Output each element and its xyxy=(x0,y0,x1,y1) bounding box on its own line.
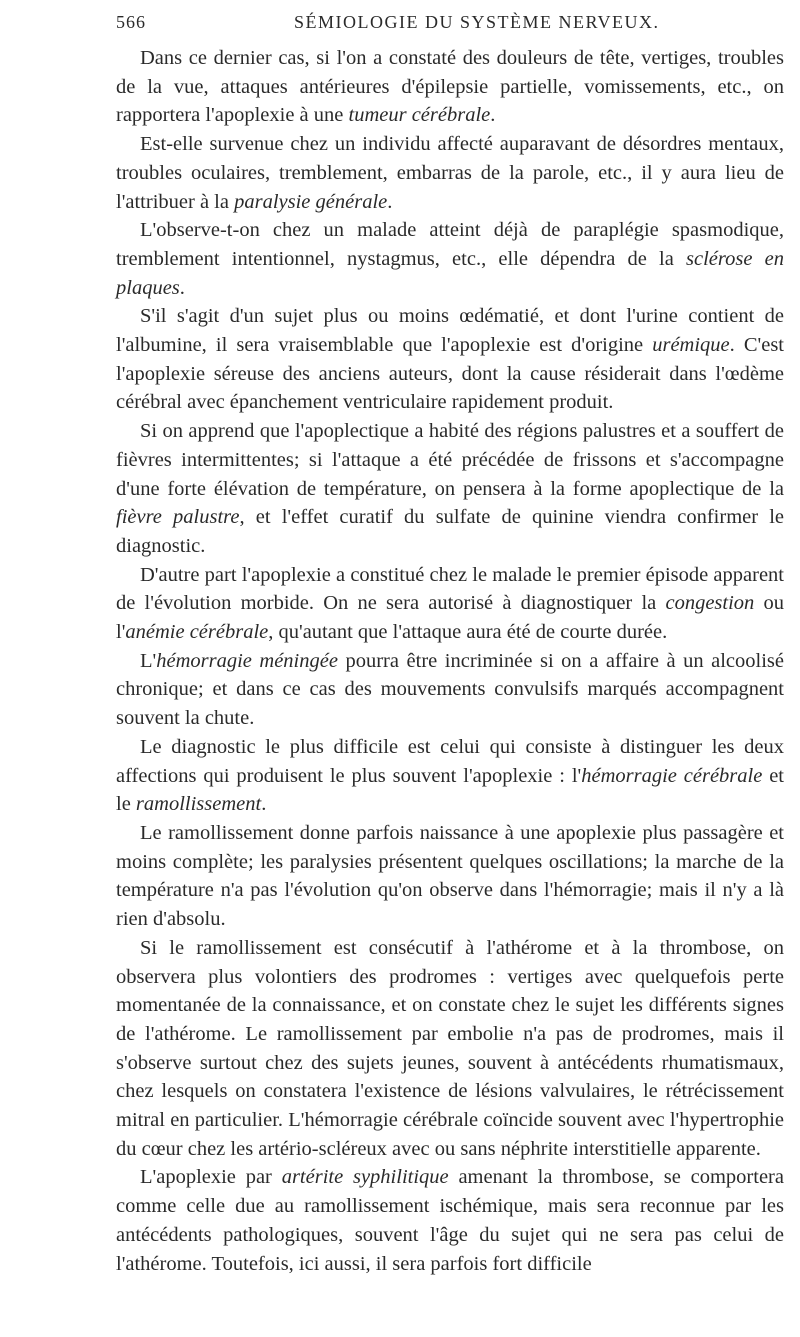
italic-term: congestion xyxy=(665,592,755,615)
italic-term: hémorragie cérébrale xyxy=(581,764,763,787)
text-run: Est-elle survenue chez un individu affecté auparavant de désordres mentaux, troubles oculaires, tremblement, embarras de la parole, etc., il y aura lieu de l'attribuer à la xyxy=(116,133,784,213)
paragraph xyxy=(116,44,784,130)
text-run: . xyxy=(387,190,393,213)
text-run: S'il s'agit d'un sujet plus ou moins œdématié, et dont l'urine contient de l'albumine, il sera vraisemblable que l'apoplexie est d'origine xyxy=(116,305,784,357)
text-run: Le diagnostic le plus difficile est celui qui consiste à distinguer les deux affections qui produisent le plus souvent l'apoplexie : l' xyxy=(116,735,784,787)
paragraph xyxy=(116,733,784,819)
text-run: . C'est l'apoplexie séreuse des anciens auteurs, dont la cause résiderait dans l'œdème cérébral avec épanchement ventriculaire rapidement produit. xyxy=(116,334,784,414)
body-text xyxy=(116,44,784,1278)
paragraph xyxy=(116,130,784,216)
running-title: SÉMIOLOGIE DU SYSTÈME NERVEUX. xyxy=(294,12,660,32)
paragraph xyxy=(116,302,784,417)
text-run: Si le ramollissement est consécutif à l'athérome et à la thrombose, on observera plus volontiers des prodromes : vertiges avec quelquefois perte momentanée de la connaissance, et on constate chez le sujet les différents signes de l'athérome. Le ramollissement par embolie n'a pas de prodromes, mais il s'observe surtout chez des sujets jeunes, souvent à antécédents rhumatismaux, chez lesquels on constatera l'existence de lésions valvulaires, le rétrécissement mitral en particulier. L'hémorragie cérébrale coïncide souvent avec l'hypertrophie du cœur chez les artério-scléreux avec ou sans néphrite interstitielle apparente. xyxy=(116,936,784,1160)
paragraph xyxy=(116,417,784,561)
text-run: pourra être incriminée si on a affaire à un alcoolisé chronique; et dans ce cas des mouvements convulsifs marqués accompagnent souvent la chute. xyxy=(116,649,784,730)
paragraph xyxy=(116,647,784,733)
italic-term: artérite syphilitique xyxy=(281,1166,449,1189)
italic-term: ramollissement xyxy=(135,793,262,816)
italic-term: paralysie générale xyxy=(234,190,388,213)
italic-term: anémie cérébrale xyxy=(125,621,269,644)
paragraph xyxy=(116,1163,784,1278)
text-run: Si on apprend que l'apoplectique a habité des régions palustres et a souffert de fièvres intermittentes; si l'attaque a été précédée de frissons et s'accompagne d'une forte élévation de température, on pensera à la forme apoplectique de la xyxy=(116,420,784,500)
text-run: , et l'effet curatif du sulfate de quinine viendra confirmer le diagnostic. xyxy=(116,506,785,557)
italic-term: tumeur cérébrale xyxy=(348,104,491,127)
paragraph xyxy=(116,561,784,647)
italic-term: urémique xyxy=(652,334,730,357)
italic-term: hémorragie méningée xyxy=(156,649,338,672)
text-run: L'apoplexie par xyxy=(140,1166,282,1189)
text-run: . xyxy=(261,793,267,816)
page-header xyxy=(116,12,784,38)
paragraph xyxy=(116,934,784,1164)
text-run: , qu'autant que l'attaque aura été de courte durée. xyxy=(268,621,668,644)
text-run: L'observe-t-on chez un malade atteint déjà de paraplégie spasmodique, tremblement intentionnel, nystagmus, etc., elle dépendra de la xyxy=(116,219,784,270)
text-run: Dans ce dernier cas, si l'on a constaté des douleurs de tête, vertiges, troubles de la vue, attaques antérieures d'épilepsie partielle, vomissements, etc., on rapportera l'apoplexie à une xyxy=(116,47,784,127)
italic-term: sclérose en plaques xyxy=(116,247,784,299)
text-run: . xyxy=(179,276,185,299)
text-run: . xyxy=(490,104,496,127)
paragraph xyxy=(116,819,784,934)
text-run: ou l' xyxy=(116,592,785,644)
text-run: Le ramollissement donne parfois naissance à une apoplexie plus passagère et moins complète; les paralysies présentent quelques oscillations; la marche de la température n'a pas l'évolution qu'on observe dans l'hémorragie; mais il n'y a là rien d'absolu. xyxy=(116,821,784,931)
text-run: et le xyxy=(116,764,784,816)
page-number: 566 xyxy=(116,12,146,32)
text-run: D'autre part l'apoplexie a constitué chez le malade le premier épisode apparent de l'évolution morbide. On ne sera autorisé à diagnostiquer la xyxy=(116,563,784,615)
text-run: amenant la thrombose, se comportera comme celle due au ramollissement ischémique, mais sera reconnue par les antécédents pathologiques, souvent l'âge du sujet qui ne sera pas celui de l'athérome. Toutefois, ici aussi, il sera parfois fort difficile xyxy=(116,1166,784,1275)
paragraph xyxy=(116,216,784,302)
text-run: L' xyxy=(140,649,157,672)
italic-term: fièvre palustre xyxy=(116,506,240,529)
